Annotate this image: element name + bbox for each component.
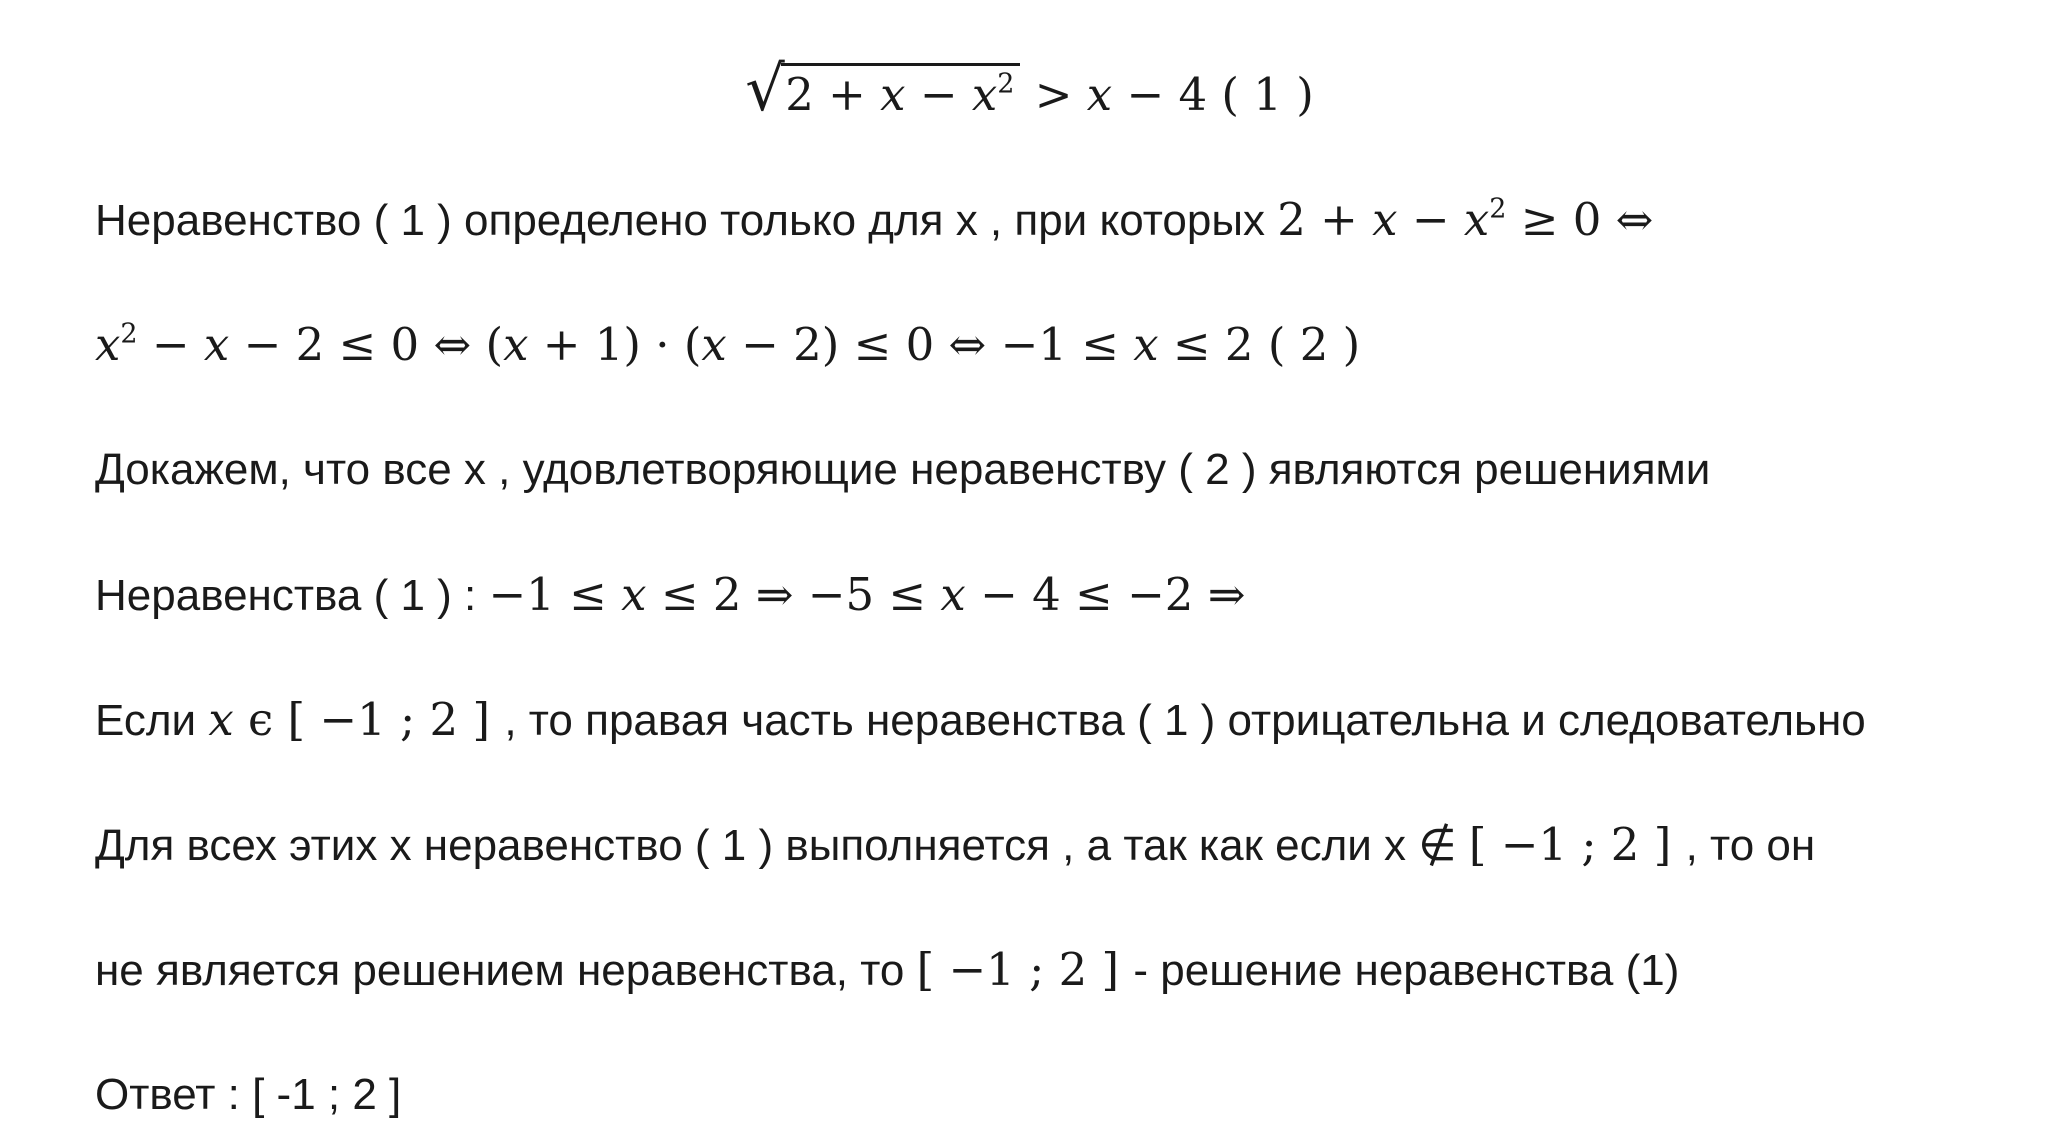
square-root xyxy=(745,52,1020,130)
conclusion-part-2: не является решением неравенства, то [ −1 ; 2 ] - решение неравенства (1) xyxy=(95,943,1680,996)
interval: [ −1 ; 2 ] xyxy=(916,943,1134,996)
radicand: $2 + x - x^2$ xyxy=(781,63,1020,124)
interval-membership: x ϵ [ −1 ; 2 ] xyxy=(208,693,505,746)
proof-claim: Докажем, что все x , удовлетворяющие неравенству ( 2 ) являются решениями xyxy=(95,445,1711,494)
negativity-statement: Если x ϵ [ −1 ; 2 ] , то правая часть неравенства ( 1 ) отрицательна и следовательно xyxy=(95,693,1866,746)
domain-statement: Неравенство ( 1 ) определено только для x , при которых $2 + x - x^2 \ge 0$ ⇔ xyxy=(95,193,1654,246)
bounds-formula: −1 ≤ x ≤ 2 ⇒ −5 ≤ x − 4 ≤ −2 ⇒ xyxy=(488,568,1246,621)
radical-sign: √ xyxy=(745,52,785,125)
interval: [ −1 ; 2 ] xyxy=(1468,818,1686,871)
domain-formula: $2 + x - x^2 \ge 0$ ⇔ xyxy=(1277,193,1654,246)
domain-derivation: $x^2 - x - 2 \le 0$ ⇔ (x + 1) · (x − 2) ≤ 0 ⇔ −1 ≤ x ≤ 2 ( 2 ) xyxy=(95,318,1361,371)
conclusion-part-1: Для всех этих x неравенство ( 1 ) выполняется , а так как если x ∉ [ −1 ; 2 ] , то он xyxy=(95,818,1816,871)
bounds-derivation: Неравенства ( 1 ) : −1 ≤ x ≤ 2 ⇒ −5 ≤ x − 4 ≤ −2 ⇒ xyxy=(95,568,1246,621)
main-inequality: √ $2 + x - x^2 > x - 4$ ( 1 ) xyxy=(0,60,2059,130)
answer: Ответ : [ -1 ; 2 ] xyxy=(95,1070,402,1119)
